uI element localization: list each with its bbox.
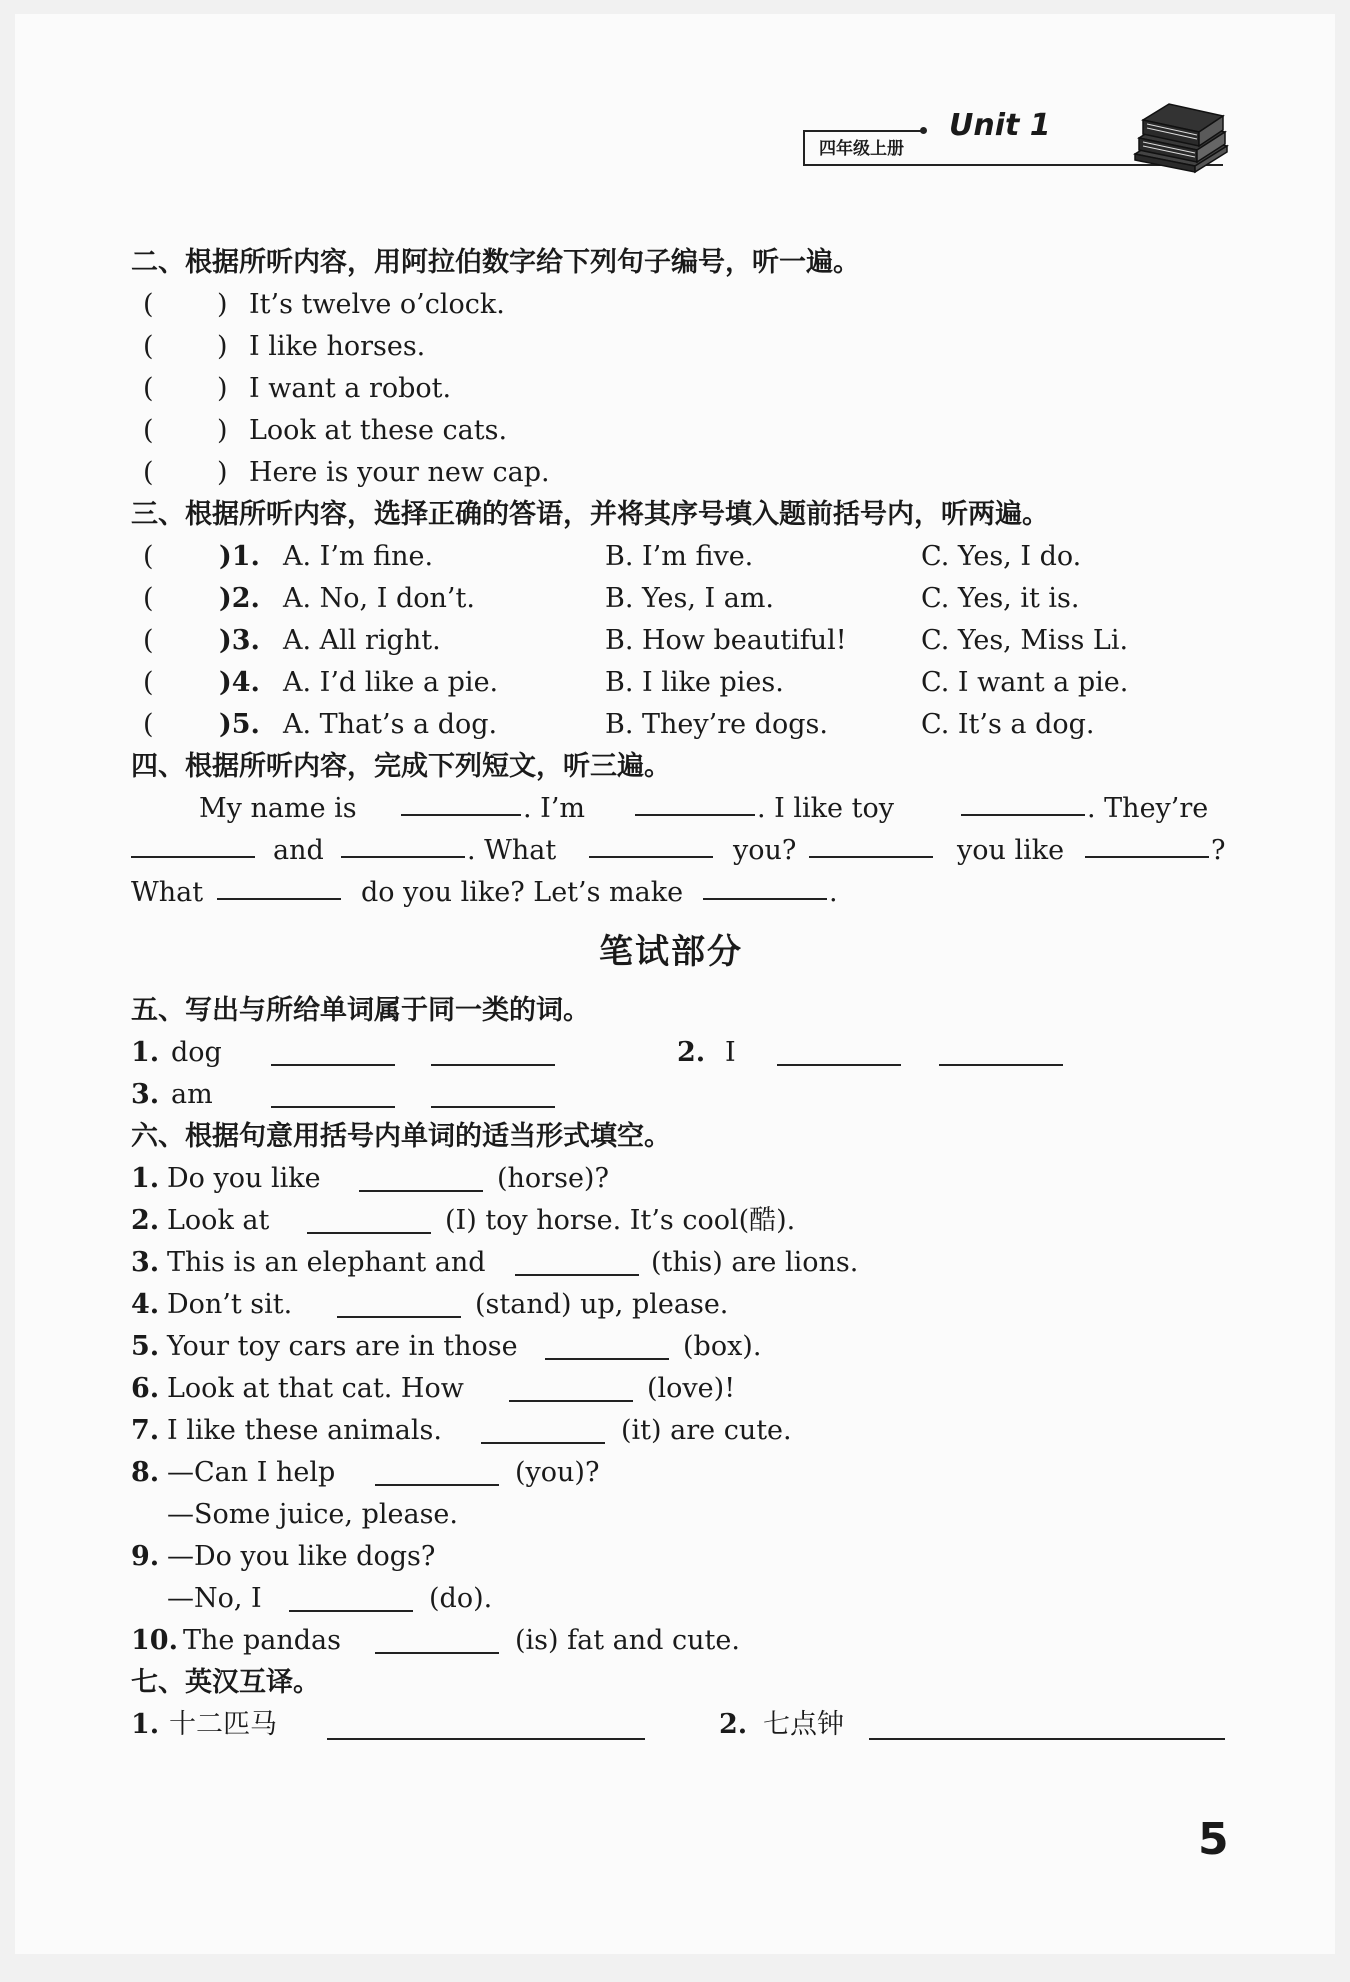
- answer-paren-close: ): [217, 373, 228, 404]
- question-number: )1.: [219, 541, 260, 572]
- section6-title: 六、根据句意用括号内单词的适当形式填空。: [131, 1121, 671, 1152]
- answer-blank[interactable]: [401, 788, 521, 816]
- answer-blank[interactable]: [481, 1416, 605, 1444]
- question-row: [131, 1704, 1241, 1746]
- question-number: 7.: [131, 1415, 160, 1446]
- list-item: [131, 410, 1241, 452]
- answer-paren-close: ): [217, 289, 228, 320]
- question-text: This is an elephant and: [167, 1247, 486, 1278]
- section4-title: 四、根据所听内容，完成下列短文，听三遍。: [131, 751, 671, 782]
- answer-blank[interactable]: [131, 830, 255, 858]
- question-row: [131, 1536, 1241, 1578]
- question-number: 9.: [131, 1541, 160, 1572]
- answer-blank[interactable]: [515, 1248, 639, 1276]
- question-row: [131, 1494, 1241, 1536]
- answer-blank[interactable]: [217, 872, 341, 900]
- question-row: [131, 1032, 1241, 1074]
- question-number: 1.: [131, 1037, 160, 1068]
- answer-paren-close: ): [217, 457, 228, 488]
- section2-title: 二、根据所听内容，用阿拉伯数字给下列句子编号，听一遍。: [131, 247, 860, 278]
- sentence: Look at these cats.: [249, 415, 508, 446]
- question-text: Look at that cat. How: [167, 1373, 464, 1404]
- question-hint: (I) toy horse. It’s cool(酷).: [445, 1205, 796, 1236]
- question-row: [131, 1368, 1241, 1410]
- question-row: [131, 1074, 1241, 1116]
- answer-paren-open: (: [143, 331, 154, 362]
- question-row: [131, 1452, 1241, 1494]
- answer-paren-close: ): [217, 331, 228, 362]
- sentence: I like horses.: [249, 331, 426, 362]
- cloze-text: . I’m: [523, 793, 586, 824]
- question-hint: (horse)?: [497, 1163, 609, 1194]
- question-text: —No, I: [167, 1583, 262, 1614]
- cloze-text: . I like toy: [757, 793, 894, 824]
- option-b: B. I like pies.: [605, 667, 784, 698]
- cloze-paragraph: [131, 788, 1241, 914]
- question-row: [131, 1158, 1241, 1200]
- question-row: [131, 1200, 1241, 1242]
- answer-blank[interactable]: [509, 1374, 633, 1402]
- question-number: 2.: [677, 1037, 706, 1068]
- option-a: A. I’d like a pie.: [283, 667, 499, 698]
- question-number: 2.: [719, 1709, 748, 1740]
- option-b: B. They’re dogs.: [605, 709, 828, 740]
- answer-paren-close: ): [217, 415, 228, 446]
- answer-paren-open: (: [143, 625, 154, 656]
- question-number: )4.: [219, 667, 260, 698]
- answer-blank[interactable]: [341, 830, 465, 858]
- question-number: 2.: [131, 1205, 160, 1236]
- option-c: C. Yes, I do.: [921, 541, 1082, 572]
- question-hint: (love)!: [647, 1373, 736, 1404]
- question-text: Look at: [167, 1205, 270, 1236]
- question-text: The pandas: [183, 1625, 341, 1656]
- option-b: B. Yes, I am.: [605, 583, 775, 614]
- question-text: —Do you like dogs?: [167, 1541, 436, 1572]
- question-hint: (box).: [683, 1331, 762, 1362]
- cloze-text: and: [273, 835, 324, 866]
- question-hint: (do).: [429, 1583, 493, 1614]
- answer-blank[interactable]: [359, 1164, 483, 1192]
- answer-blank[interactable]: [271, 1038, 395, 1066]
- cloze-text: ?: [1211, 835, 1226, 866]
- given-word: I: [725, 1037, 736, 1068]
- question-row: [131, 1242, 1241, 1284]
- question-number: )3.: [219, 625, 260, 656]
- answer-blank[interactable]: [337, 1290, 461, 1318]
- question-number: 1.: [131, 1709, 160, 1740]
- page-number: 5: [1198, 1814, 1229, 1865]
- cloze-text: My name is: [199, 793, 357, 824]
- question-number: )5.: [219, 709, 260, 740]
- answer-blank[interactable]: [289, 1584, 413, 1612]
- question-hint: (is) fat and cute.: [515, 1625, 740, 1656]
- option-c: C. I want a pie.: [921, 667, 1129, 698]
- answer-paren-open: (: [143, 373, 154, 404]
- answer-blank[interactable]: [809, 830, 933, 858]
- sentence: I want a robot.: [249, 373, 452, 404]
- question-text: Do you like: [167, 1163, 321, 1194]
- cloze-text: .: [829, 877, 838, 908]
- list-item: [131, 452, 1241, 494]
- unit-label: Unit 1: [949, 108, 1051, 143]
- answer-blank[interactable]: [869, 1712, 1225, 1740]
- sentence: Here is your new cap.: [249, 457, 550, 488]
- section7-title: 七、英汉互译。: [131, 1667, 320, 1698]
- answer-blank[interactable]: [635, 788, 755, 816]
- option-c: C. Yes, it is.: [921, 583, 1080, 614]
- list-item: [131, 326, 1241, 368]
- section3-title: 三、根据所听内容，选择正确的答语，并将其序号填入题前括号内，听两遍。: [131, 499, 1049, 530]
- answer-blank[interactable]: [545, 1332, 669, 1360]
- question-number: 4.: [131, 1289, 160, 1320]
- question-hint: (it) are cute.: [621, 1415, 792, 1446]
- answer-paren-open: (: [143, 709, 154, 740]
- question-row: [131, 1284, 1241, 1326]
- question-text: —Can I help: [167, 1457, 336, 1488]
- answer-blank[interactable]: [431, 1038, 555, 1066]
- option-a: A. I’m fine.: [283, 541, 434, 572]
- answer-paren-open: (: [143, 583, 154, 614]
- option-c: C. It’s a dog.: [921, 709, 1095, 740]
- answer-blank[interactable]: [271, 1080, 395, 1108]
- cloze-text: . They’re: [1087, 793, 1209, 824]
- question-row: [131, 1620, 1241, 1662]
- answer-blank[interactable]: [1085, 830, 1209, 858]
- cloze-text: you like: [957, 835, 1065, 866]
- question-row: [131, 704, 1241, 746]
- question-hint: (this) are lions.: [651, 1247, 859, 1278]
- question-row: [131, 662, 1241, 704]
- question-row: [131, 578, 1241, 620]
- option-a: A. No, I don’t.: [283, 583, 475, 614]
- question-hint: (stand) up, please.: [475, 1289, 729, 1320]
- question-row: [131, 1578, 1241, 1620]
- question-text: Your toy cars are in those: [167, 1331, 518, 1362]
- question-text: I like these animals.: [167, 1415, 442, 1446]
- question-text: 七点钟: [763, 1709, 844, 1740]
- cloze-text: What: [131, 877, 204, 908]
- answer-paren-open: (: [143, 541, 154, 572]
- question-number: 10.: [131, 1625, 178, 1656]
- worksheet-content: [131, 242, 1241, 1746]
- question-row: [131, 1410, 1241, 1452]
- answer-paren-open: (: [143, 667, 154, 698]
- cloze-text: do you like? Let’s make: [361, 877, 684, 908]
- answer-blank[interactable]: [777, 1038, 901, 1066]
- option-b: B. How beautiful!: [605, 625, 847, 656]
- answer-blank[interactable]: [375, 1458, 499, 1486]
- question-row: [131, 536, 1241, 578]
- sentence: It’s twelve o’clock.: [249, 289, 505, 320]
- answer-blank[interactable]: [703, 872, 827, 900]
- option-a: A. That’s a dog.: [283, 709, 498, 740]
- header-dot: [920, 127, 927, 134]
- answer-blank[interactable]: [589, 830, 713, 858]
- reply-text: —Some juice, please.: [167, 1499, 458, 1530]
- option-a: A. All right.: [283, 625, 441, 656]
- grade-label: 四年级上册: [803, 132, 923, 166]
- given-word: am: [171, 1079, 213, 1110]
- question-row: [131, 620, 1241, 662]
- answer-paren-open: (: [143, 415, 154, 446]
- question-number: 1.: [131, 1163, 160, 1194]
- question-row: [131, 1326, 1241, 1368]
- cloze-text: . What: [467, 835, 557, 866]
- question-number: )2.: [219, 583, 260, 614]
- written-section-title: 笔试部分: [599, 932, 743, 972]
- section5-title: 五、写出与所给单词属于同一类的词。: [131, 995, 590, 1026]
- cloze-text: you?: [733, 835, 797, 866]
- question-number: 3.: [131, 1079, 160, 1110]
- question-hint: (you)?: [515, 1457, 600, 1488]
- answer-blank[interactable]: [431, 1080, 555, 1108]
- worksheet-page: [15, 14, 1335, 1954]
- answer-paren-open: (: [143, 289, 154, 320]
- question-text: 十二匹马: [169, 1709, 277, 1740]
- given-word: dog: [171, 1037, 222, 1068]
- answer-paren-open: (: [143, 457, 154, 488]
- answer-blank[interactable]: [939, 1038, 1063, 1066]
- answer-blank[interactable]: [307, 1206, 431, 1234]
- answer-blank[interactable]: [961, 788, 1085, 816]
- question-number: 8.: [131, 1457, 160, 1488]
- question-text: Don’t sit.: [167, 1289, 293, 1320]
- books-icon: [1125, 94, 1235, 174]
- list-item: [131, 368, 1241, 410]
- question-number: 3.: [131, 1247, 160, 1278]
- answer-blank[interactable]: [327, 1712, 645, 1740]
- question-number: 6.: [131, 1373, 160, 1404]
- option-c: C. Yes, Miss Li.: [921, 625, 1129, 656]
- list-item: [131, 284, 1241, 326]
- question-number: 5.: [131, 1331, 160, 1362]
- answer-blank[interactable]: [375, 1626, 499, 1654]
- option-b: B. I’m five.: [605, 541, 754, 572]
